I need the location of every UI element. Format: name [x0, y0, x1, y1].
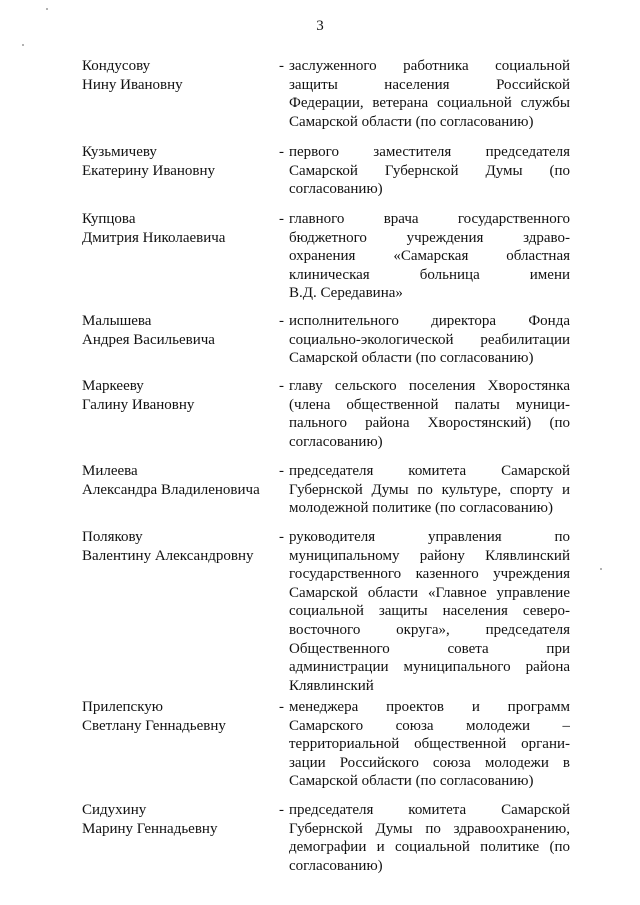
- entry-dash: -: [279, 699, 284, 715]
- entry-dash: -: [279, 463, 284, 479]
- member-given-names: Нину Ивановну: [82, 76, 183, 93]
- member-position: [289, 143, 570, 199]
- position-line: председателя комитета Самарской: [289, 802, 570, 818]
- position-line: охранения «Самарская областная: [289, 248, 570, 265]
- member-surname: Кондусову: [82, 58, 151, 74]
- position-line: согласованию): [289, 857, 383, 874]
- position-line: социально-экологической реабилитации: [289, 331, 570, 348]
- position-line: Клявлинский: [289, 677, 374, 694]
- entry-dash: -: [279, 58, 284, 74]
- position-line: руководителя управления по: [289, 529, 570, 545]
- member-given-names: Марину Геннадьевну: [82, 820, 218, 837]
- member-name: [82, 698, 272, 735]
- member-position: [289, 210, 570, 303]
- position-line: главу сельского поселения Хворостянка: [289, 378, 570, 394]
- member-surname: Сидухину: [82, 802, 147, 818]
- position-line: Самарского союза молодежи –: [289, 717, 570, 734]
- position-line: заслуженного работника социальной: [289, 58, 570, 74]
- position-line: пального района Хворостянский) (по: [289, 415, 570, 432]
- member-given-names: Андрея Васильевича: [82, 331, 215, 348]
- position-line: исполнительного директора Фонда: [289, 313, 570, 329]
- member-name: [82, 57, 272, 94]
- member-name: [82, 801, 272, 838]
- position-line: бюджетного учреждения здраво-: [289, 229, 570, 246]
- member-position: [289, 462, 570, 518]
- position-line: Общественного совета при: [289, 640, 570, 657]
- position-line: согласованию): [289, 433, 383, 450]
- scan-speck: [600, 568, 602, 570]
- position-line: Самарской области «Главное управление: [289, 584, 570, 601]
- position-line: В.Д. Середавина»: [289, 285, 403, 302]
- member-name: [82, 377, 272, 414]
- entry-dash: -: [279, 144, 284, 160]
- entry-dash: -: [279, 313, 284, 329]
- position-line: Федерации, ветерана социальной службы: [289, 95, 570, 112]
- scan-speck: [46, 8, 48, 10]
- position-line: молодежной политике (по согласованию): [289, 500, 553, 517]
- position-line: менеджера проектов и программ: [289, 699, 570, 715]
- member-name: [82, 143, 272, 180]
- member-surname: Малышева: [82, 313, 152, 329]
- member-surname: Купцова: [82, 211, 136, 227]
- member-surname: Прилепскую: [82, 699, 163, 715]
- entry-dash: -: [279, 802, 284, 818]
- member-name: [82, 462, 272, 499]
- member-name: [82, 528, 272, 565]
- member-surname: Маркееву: [82, 378, 144, 394]
- position-line: защиты населения Российской: [289, 76, 570, 93]
- position-line: Губернской Думы по культуре, спорту и: [289, 481, 570, 498]
- member-surname: Полякову: [82, 529, 143, 545]
- member-given-names: Александра Владиленовича: [82, 481, 260, 498]
- scan-speck: [22, 44, 24, 46]
- position-line: зации Российского союза молодежи в: [289, 754, 570, 771]
- member-position: [289, 57, 570, 131]
- position-line: администрации муниципального района: [289, 659, 570, 676]
- position-line: первого заместителя председателя: [289, 144, 570, 160]
- member-given-names: Валентину Александровну: [82, 547, 254, 564]
- member-given-names: Галину Ивановну: [82, 396, 195, 413]
- entry-dash: -: [279, 211, 284, 227]
- position-line: территориальной общественной органи-: [289, 736, 570, 753]
- member-given-names: Дмитрия Николаевича: [82, 229, 226, 246]
- member-given-names: Светлану Геннадьевну: [82, 717, 226, 734]
- member-surname: Кузьмичеву: [82, 144, 157, 160]
- position-line: Губернской Думы по здравоохранению,: [289, 820, 570, 837]
- member-position: [289, 698, 570, 791]
- position-line: председателя комитета Самарской: [289, 463, 570, 479]
- position-line: главного врача государственного: [289, 211, 570, 227]
- position-line: социальной защиты населения северо-: [289, 603, 570, 620]
- position-line: Самарской области (по согласованию): [289, 113, 534, 130]
- member-given-names: Екатерину Ивановну: [82, 162, 216, 179]
- position-line: (члена общественной палаты муници-: [289, 396, 570, 413]
- position-line: клиническая больница имени: [289, 266, 570, 283]
- member-position: [289, 312, 570, 368]
- position-line: муниципальному району Клявлинский: [289, 547, 570, 564]
- member-position: [289, 528, 570, 695]
- member-position: [289, 377, 570, 451]
- position-line: государственного казенного учреждения: [289, 566, 570, 583]
- position-line: Самарской Губернской Думы (по: [289, 162, 570, 179]
- position-line: согласованию): [289, 181, 383, 198]
- position-line: восточного округа», председателя: [289, 621, 570, 638]
- member-name: [82, 312, 272, 349]
- member-surname: Милеева: [82, 463, 138, 479]
- position-line: демографии и социальной политике (по: [289, 839, 570, 856]
- position-line: Самарской области (по согласованию): [289, 773, 534, 790]
- page-number: 3: [316, 18, 324, 34]
- entry-dash: -: [279, 378, 284, 394]
- member-name: [82, 210, 272, 247]
- position-line: Самарской области (по согласованию): [289, 350, 534, 367]
- member-position: [289, 801, 570, 875]
- entry-dash: -: [279, 529, 284, 545]
